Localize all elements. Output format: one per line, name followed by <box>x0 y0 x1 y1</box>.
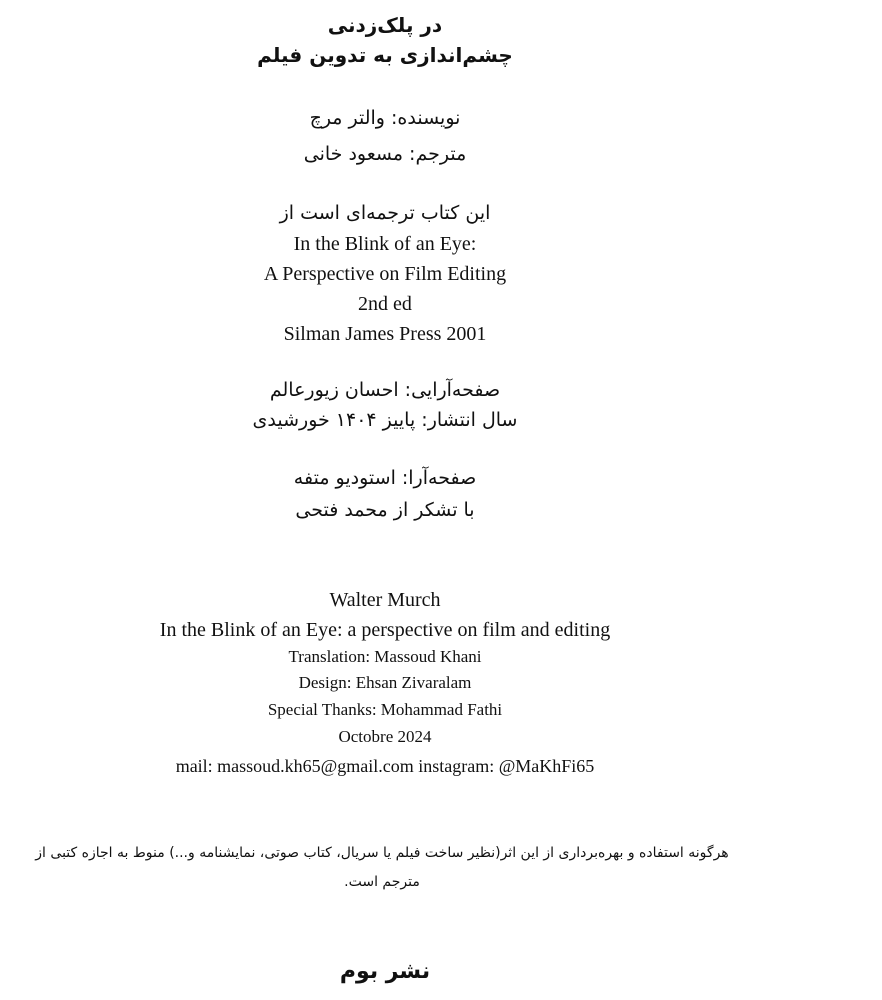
publisher-name: نشر بوم <box>339 959 431 984</box>
english-thanks-credit: Special Thanks: Mohammad Fathi <box>267 700 503 719</box>
persian-title-line-2: چشم‌اندازی به تدوین فیلم <box>257 43 513 67</box>
english-title: In the Blink of an Eye: a perspective on film and editing <box>159 619 611 641</box>
source-intro: این کتاب ترجمه‌ای است از <box>279 202 491 224</box>
english-translation-credit: Translation: Massoud Khani <box>288 647 482 666</box>
author-fa: نویسنده: والتر مرچ <box>309 107 461 129</box>
thanks-fa: با تشکر از محمد فتحی <box>295 499 475 521</box>
translator-fa: مترجم: مسعود خانی <box>303 143 467 165</box>
publication-year-fa: سال انتشار: پاییز ۱۴۰۴ خورشیدی <box>252 409 518 431</box>
source-edition: 2nd ed <box>358 293 412 315</box>
source-title-line-1: In the Blink of an Eye: <box>293 233 477 255</box>
persian-title-line-1: در پلک‌زدنی <box>327 13 443 37</box>
english-date: Octobre 2024 <box>338 727 432 746</box>
english-author: Walter Murch <box>329 589 441 611</box>
usage-notice: هرگونه استفاده و بهره‌برداری از این اثر(نظیر ساخت فیلم یا سریال، کتاب صوتی، نمایشنامه و...) منوط به اجازه کتبی از مترجم است. <box>35 845 729 890</box>
source-publisher: Silman James Press 2001 <box>283 323 487 345</box>
english-contact: mail: massoud.kh65@gmail.com instagram: @MaKhFi65 <box>175 756 595 776</box>
english-design-credit: Design: Ehsan Zivaralam <box>298 673 472 692</box>
layout-designer-fa: صفحه‌آرایی: احسان زیورعالم <box>269 379 501 401</box>
studio-fa: صفحه‌آرا: استودیو متفه <box>293 467 477 489</box>
source-title-line-2: A Perspective on Film Editing <box>263 263 507 285</box>
